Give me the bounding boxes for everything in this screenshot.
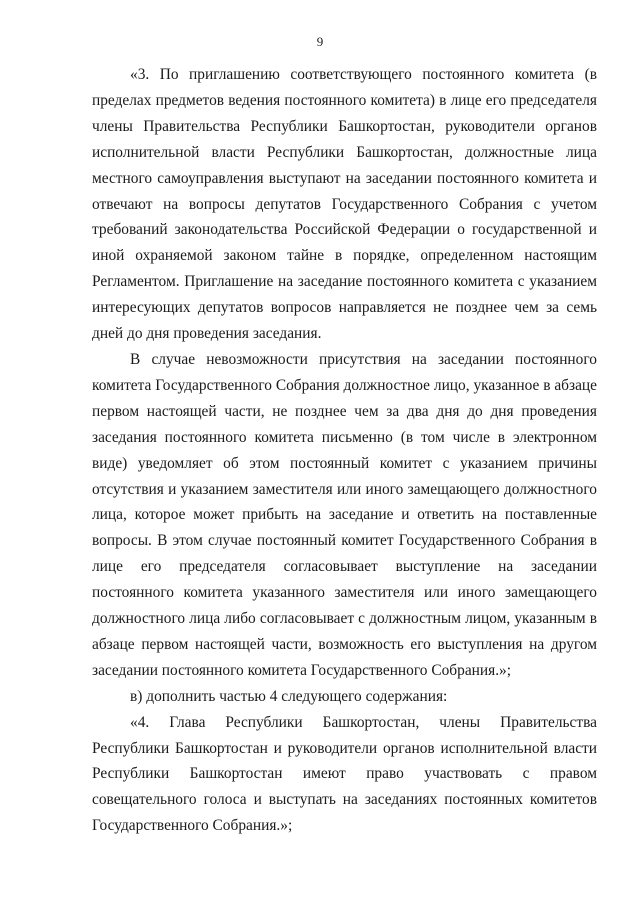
paragraph-absence-notice: В случае невозможности присутствия на заседании постоянного комитета Государственного Собрания должностное лицо, указанное в абзаце первом настоящей части, не позднее чем за два дня до дня проведения заседания постоянного комитета письменно (в том числе в электронном виде) уведомляет об этом постоянный комитет с указанием причины отсутствия и указанием заместителя или иного замещающего должностного лица, которое может прибыть на заседание и ответить на поставленные вопросы. В этом случае постоянный комитет Государственного Собрания в лице его председателя согласовывает выступление на заседании постоянного комитета указанного заместителя или иного замещающего должностного лица либо согласовывает с должностным лицом, указанным в абзаце первом настоящей части, возможность его выступления на другом заседании постоянного комитета Государственного Собрания.»;: [92, 350, 597, 679]
paragraph-amendment-intro: в) дополнить частью 4 следующего содержания:: [130, 687, 448, 705]
paragraph-part-4: «4. Глава Республики Башкортостан, члены Правительства Республики Башкортостан и руководители органов исполнительной власти Республики Башкортостан имеют право участвовать с правом совещательного голоса и выступать на заседаниях постоянных комитетов Государственного Собрания.»;: [92, 713, 597, 835]
document-body: [92, 62, 597, 839]
paragraph-part-3: «3. По приглашению соответствующего постоянного комитета (в пределах предметов ведения постоянного комитета) в лице его председателя члены Правительства Республики Башкортостан, руководители органов исполнительной власти Республики Башкортостан, должностные лица местного самоуправления выступают на заседании постоянного комитета и отвечают на вопросы депутатов Государственного Собрания с учетом требований законодательства Российской Федерации о государственной и иной охраняемой законом тайне в порядке, определенном настоящим Регламентом. Приглашение на заседание постоянного комитета с указанием интересующих депутатов вопросов направляется не позднее чем за семь дней до дня проведения заседания.: [92, 66, 597, 343]
page-number: 9: [316, 34, 324, 49]
